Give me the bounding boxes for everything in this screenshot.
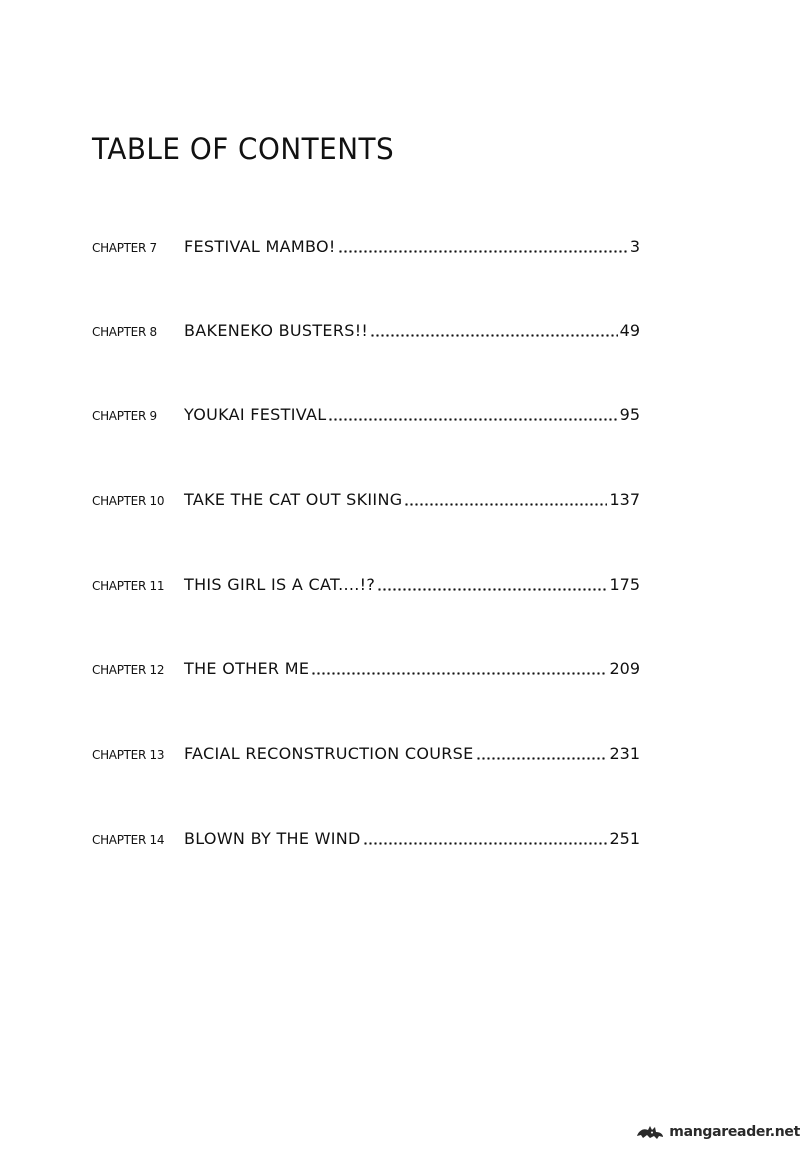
cat-logo-icon — [635, 1124, 665, 1140]
toc-entry-chapter-14[interactable] — [92, 824, 640, 848]
page-number: 209 — [609, 659, 640, 678]
chapter-title: THIS GIRL IS A CAT....!? — [184, 575, 376, 594]
chapter-label: CHAPTER 8 — [92, 325, 157, 339]
chapter-label: CHAPTER 13 — [92, 748, 165, 762]
page-number: 231 — [609, 744, 640, 763]
dot-leader — [338, 250, 628, 253]
page-title: TABLE OF CONTENTS — [92, 132, 395, 166]
toc-entry-chapter-7[interactable] — [92, 232, 640, 256]
dot-leader — [370, 334, 618, 337]
dot-leader — [404, 503, 607, 506]
chapter-label: CHAPTER 10 — [92, 494, 165, 508]
dot-leader — [328, 418, 617, 421]
chapter-title: BAKENEKO BUSTERS!! — [184, 321, 369, 340]
dot-leader — [476, 757, 608, 760]
page-number: 95 — [619, 405, 640, 424]
page-number: 251 — [609, 829, 640, 848]
page-number: 49 — [619, 321, 640, 340]
chapter-label: CHAPTER 9 — [92, 409, 157, 423]
toc-entry-chapter-12[interactable] — [92, 654, 640, 678]
chapter-label: CHAPTER 12 — [92, 663, 165, 677]
toc-entry-chapter-8[interactable] — [92, 316, 640, 340]
chapter-title: FESTIVAL MAMBO! — [184, 237, 336, 256]
chapter-title: TAKE THE CAT OUT SKIING — [184, 490, 403, 509]
watermark-text: mangareader.net — [669, 1124, 800, 1140]
chapter-title: THE OTHER ME — [184, 659, 310, 678]
watermark[interactable] — [635, 1124, 800, 1140]
dot-leader — [363, 842, 608, 845]
page-number: 175 — [609, 575, 640, 594]
page-number: 3 — [629, 237, 640, 256]
toc-entry-chapter-9[interactable] — [92, 400, 640, 424]
chapter-title: FACIAL RECONSTRUCTION COURSE — [184, 744, 474, 763]
chapter-label: CHAPTER 7 — [92, 241, 157, 255]
chapter-title: YOUKAI FESTIVAL — [184, 405, 327, 424]
toc-entry-chapter-10[interactable] — [92, 485, 640, 509]
toc-entry-chapter-13[interactable] — [92, 739, 640, 763]
toc-entry-chapter-11[interactable] — [92, 570, 640, 594]
dot-leader — [311, 672, 607, 675]
chapter-title: BLOWN BY THE WIND — [184, 829, 361, 848]
dot-leader — [377, 588, 607, 591]
chapter-label: CHAPTER 14 — [92, 833, 165, 847]
chapter-label: CHAPTER 11 — [92, 579, 165, 593]
page-number: 137 — [609, 490, 640, 509]
